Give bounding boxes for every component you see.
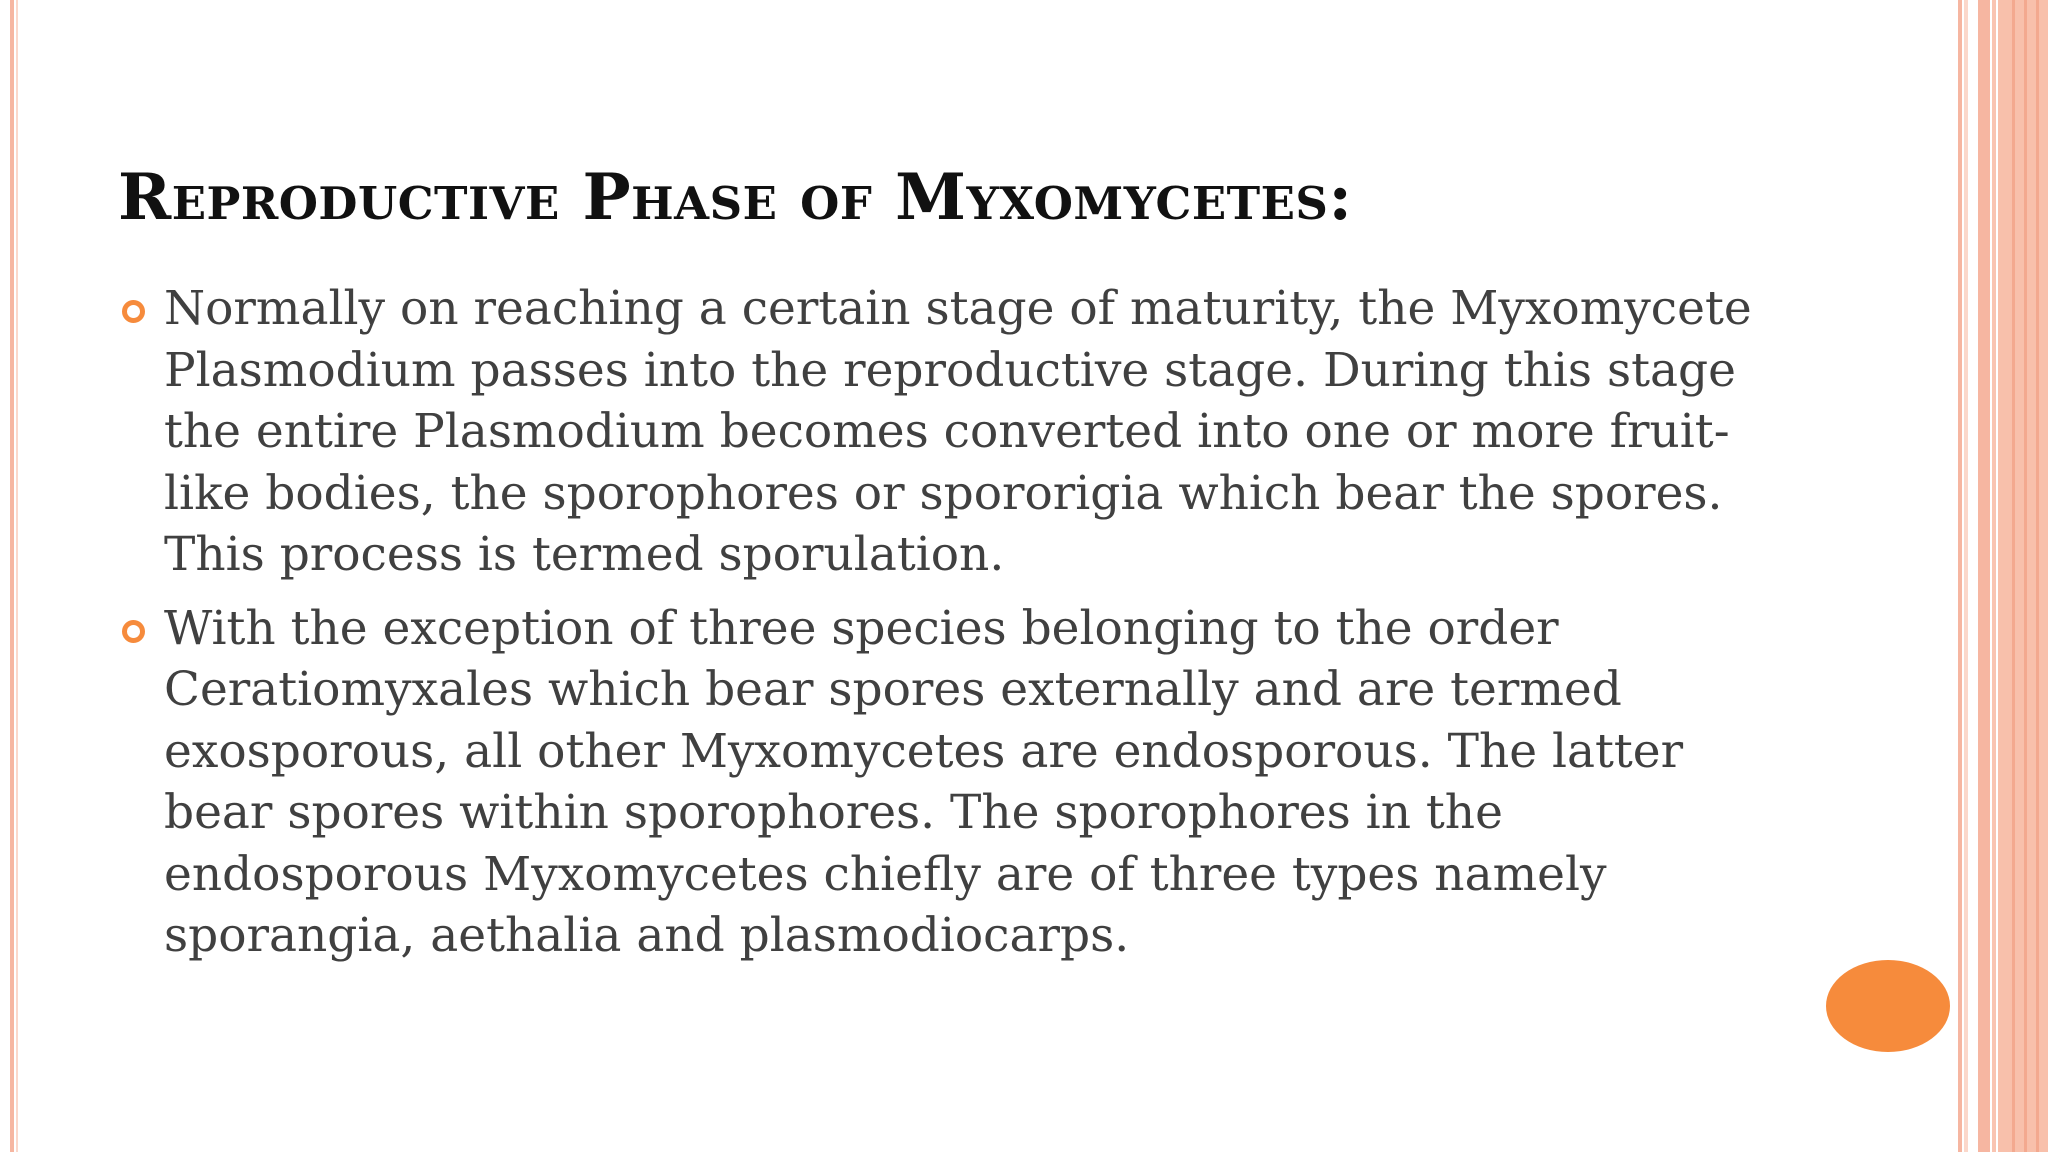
right-border-line	[2024, 0, 2027, 1152]
left-border-stripe-inner	[16, 0, 18, 1152]
left-border-stripe	[10, 0, 14, 1152]
slide-title: Reproductive Phase of Myxomycetes:	[118, 160, 1353, 235]
ring-bullet-icon	[122, 300, 145, 323]
bullet-text: With the exception of three species belonging to the order Ceratiomyxales which bear spores externally and are termed exosporous, all other Myxomycetes are endosporous. The latter bear spores within sporophores. The sporophores in the endosporous Myxomycetes chiefly are of three types namely sporangia, aethalia and plasmodiocarps.	[164, 600, 1684, 963]
right-border-stripe	[1978, 0, 1990, 1152]
bullet-item	[118, 598, 1778, 967]
bullet-item	[118, 278, 1778, 586]
right-border-line	[2036, 0, 2039, 1152]
right-border-line	[2012, 0, 2015, 1152]
right-border-stripe	[1964, 0, 1968, 1152]
orange-circle-decoration-icon	[1826, 960, 1950, 1052]
ring-bullet-icon	[122, 620, 145, 643]
bullet-list	[118, 278, 1778, 979]
right-border-stripe	[1958, 0, 1962, 1152]
bullet-text: Normally on reaching a certain stage of maturity, the Myxomycete Plasmodium passes into the reproductive stage. During this stage the entire Plasmodium becomes converted into one or more fruit-like bodies, the sporophores or spororigia which bear the spores. This process is termed sporulation.	[164, 281, 1752, 582]
right-border-stripe	[1992, 0, 1996, 1152]
right-border-band	[1998, 0, 2048, 1152]
